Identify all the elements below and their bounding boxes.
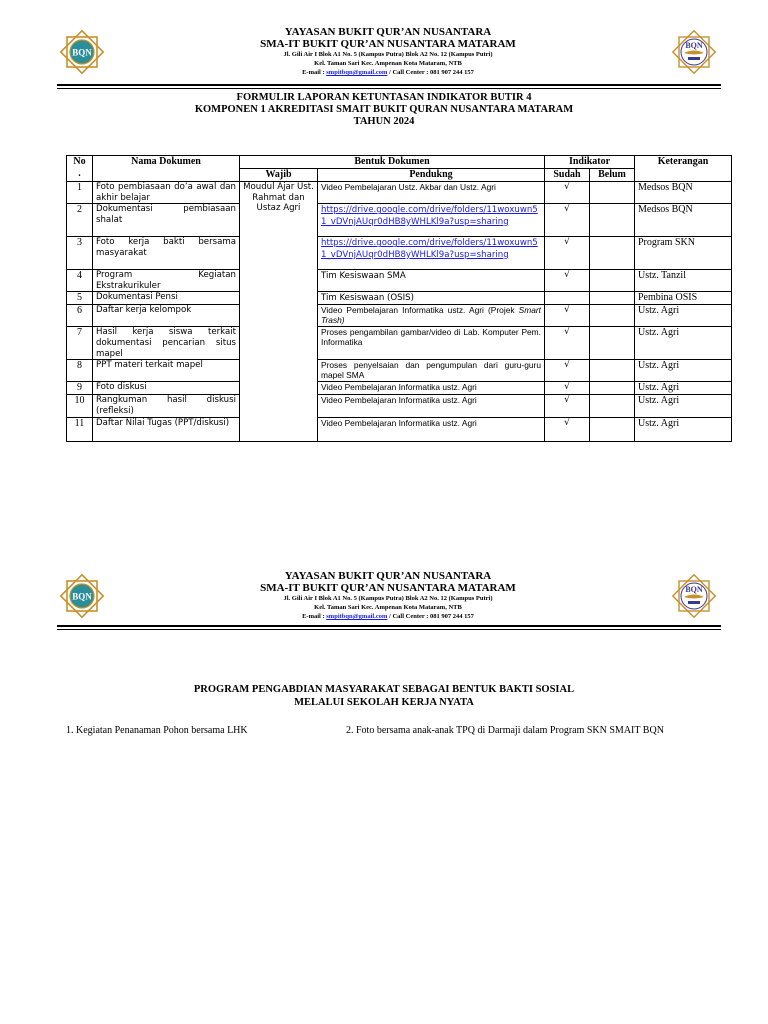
row-belum [590, 270, 635, 292]
row-pendukung: Video Pembelajaran Informatika ustz. Agri (Projek Smart Trash) [318, 305, 545, 327]
row-sudah: √ [545, 204, 590, 237]
header-sudah: Sudah [545, 169, 590, 182]
row-belum [590, 182, 635, 204]
row-nama: Program Kegiatan Ekstrakurikuler [93, 270, 240, 292]
row-pendukung: Video Pembelajaran Informatika ustz. Agri [318, 417, 545, 441]
letterhead-text [56, 570, 720, 621]
photo-caption-1: 1. Kegiatan Penanaman Pohon bersama LHK [66, 725, 248, 736]
letterhead-top [56, 26, 720, 86]
row-pendukung: Tim Kesiswaan SMA [318, 270, 545, 292]
drive-link[interactable]: https://drive.google.com/drive/folders/11woxuwn51_vDVnjAUqr0dHB8yWHLKl9a?usp=sharing [321, 238, 538, 260]
form-title-line-1: FORMULIR LAPORAN KETUNTASAN INDIKATOR BUTIR 4 [236, 92, 532, 103]
header-indikator: Indikator [545, 156, 635, 169]
row-sudah: √ [545, 360, 590, 382]
header-nama-dokumen: Nama Dokumen [93, 156, 240, 182]
row-keterangan: Program SKN [635, 237, 732, 270]
row-nama: Foto kerja bakti bersama masyarakat [93, 237, 240, 270]
row-belum [590, 417, 635, 441]
row-nama: Rangkuman hasil diskusi (refleksi) [93, 395, 240, 417]
row-no: 4 [67, 270, 93, 292]
row-keterangan: Ustz. Agri [635, 395, 732, 417]
address-line-1: Jl. Gili Air I Blok A1 No. 5 (Kampus Putra) Blok A2 No. 12 (Kampus Putri) [283, 595, 493, 602]
bqn-logo-right [668, 26, 720, 78]
program-title-line-2: MELALUI SEKOLAH KERJA NYATA [294, 697, 474, 708]
header-belum: Belum [590, 169, 635, 182]
row-belum [590, 382, 635, 395]
form-title-line-2: KOMPONEN 1 AKREDITASI SMAIT BUKIT QURAN NUSANTARA MATARAM [194, 104, 574, 115]
row-sudah: √ [545, 382, 590, 395]
table-row [67, 305, 732, 327]
wajib-cell: Moudul Ajar Ust. Rahmat dan Ustaz Agri [240, 182, 318, 442]
header-wajib: Wajib [240, 169, 318, 182]
row-pendukung: Proses pengambilan gambar/video di Lab. Komputer Pem. Informatika [318, 327, 545, 360]
row-keterangan: Pembina OSIS [635, 292, 732, 305]
bqn-logo-right [668, 570, 720, 622]
row-belum [590, 292, 635, 305]
row-pendukung: Video Pembelajaran Informatika ustz. Agri [318, 382, 545, 395]
row-keterangan: Ustz. Agri [635, 327, 732, 360]
row-keterangan: Ustz. Agri [635, 360, 732, 382]
school-name: SMA-IT BUKIT QUR’AN NUSANTARA MATARAM [260, 38, 516, 50]
table-row [67, 382, 732, 395]
row-no: 5 [67, 292, 93, 305]
row-nama: Daftar kerja kelompok [93, 305, 240, 327]
row-sudah: √ [545, 182, 590, 204]
program-title-line-1: PROGRAM PENGABDIAN MASYARAKAT SEBAGAI BENTUK BAKTI SOSIAL [193, 684, 575, 695]
letterhead-second [56, 570, 720, 630]
row-no: 3 [67, 237, 93, 270]
svg-text:BQN: BQN [685, 41, 703, 50]
document-table [66, 155, 732, 442]
row-no: 11 [67, 417, 93, 441]
org-name: YAYASAN BUKIT QUR’AN NUSANTARA [284, 570, 492, 582]
row-sudah: √ [545, 305, 590, 327]
email-label: E-mail : [302, 69, 327, 76]
email-link[interactable]: smpitbqn@gmail.com [326, 69, 388, 76]
row-no: 8 [67, 360, 93, 382]
program-title [0, 683, 768, 709]
row-belum [590, 327, 635, 360]
letterhead-text [56, 26, 720, 77]
call-center: / Call Center : 081 907 244 157 [387, 69, 474, 76]
svg-text:BQN: BQN [72, 591, 92, 602]
row-nama: Dokumentasi Pensi [93, 292, 240, 305]
row-nama: Foto pembiasaan do’a awal dan akhir belajar [93, 182, 240, 204]
table-row [67, 360, 732, 382]
row-keterangan: Ustz. Tanzil [635, 270, 732, 292]
drive-link[interactable]: https://drive.google.com/drive/folders/11woxuwn51_vDVnjAUqr0dHB8yWHLKl9a?usp=sharing [321, 205, 538, 227]
row-nama: Hasil kerja siswa terkait dokumentasi pencarian situs mapel [93, 327, 240, 360]
letterhead-rule-second [57, 625, 721, 630]
row-keterangan: Medsos BQN [635, 182, 732, 204]
form-title [0, 92, 768, 128]
email-link[interactable]: smpitbqn@gmail.com [326, 613, 388, 620]
address-line-2: Kel. Taman Sari Kec. Ampenan Kota Mataram, NTB [314, 60, 462, 67]
call-center: / Call Center : 081 907 244 157 [387, 613, 474, 620]
row-sudah [545, 292, 590, 305]
row-no: 10 [67, 395, 93, 417]
row-belum [590, 204, 635, 237]
row-no: 2 [67, 204, 93, 237]
table-row [67, 327, 732, 360]
row-keterangan: Medsos BQN [635, 204, 732, 237]
row-sudah: √ [545, 237, 590, 270]
row-keterangan: Ustz. Agri [635, 417, 732, 441]
address-line-2: Kel. Taman Sari Kec. Ampenan Kota Mataram, NTB [314, 604, 462, 611]
table-row [67, 270, 732, 292]
row-sudah: √ [545, 417, 590, 441]
table-row [67, 417, 732, 441]
row-nama: Foto diskusi [93, 382, 240, 395]
row-nama: Dokumentasi pembiasaan shalat [93, 204, 240, 237]
header-no: No . [67, 156, 93, 182]
header-bentuk-dokumen: Bentuk Dokumen [240, 156, 545, 169]
contact-line [56, 612, 720, 621]
row-pendukung: Video Pembelajaran Ustz. Akbar dan Ustz. Agri [318, 182, 545, 204]
svg-text:BQN: BQN [72, 47, 92, 58]
header-keterangan: Keterangan [635, 156, 732, 182]
photo-caption-2: 2. Foto bersama anak-anak TPQ di Darmaji dalam Program SKN SMAIT BQN [346, 725, 664, 736]
table-row [67, 182, 732, 204]
row-keterangan: Ustz. Agri [635, 382, 732, 395]
table-row [67, 292, 732, 305]
row-no: 6 [67, 305, 93, 327]
table-row [67, 395, 732, 417]
row-no: 1 [67, 182, 93, 204]
row-sudah: √ [545, 327, 590, 360]
row-belum [590, 395, 635, 417]
table-row [67, 204, 732, 237]
row-pendukung: Video Pembelajaran Informatika ustz. Agri [318, 395, 545, 417]
row-pendukung: Tim Kesiswaan (OSIS) [318, 292, 545, 305]
svg-text:BQN: BQN [685, 585, 703, 594]
table-row [67, 237, 732, 270]
contact-line [56, 68, 720, 77]
form-title-line-3: TAHUN 2024 [353, 116, 415, 127]
row-pendukung [318, 237, 545, 270]
email-label: E-mail : [302, 613, 327, 620]
row-nama: Daftar Nilai Tugas (PPT/diskusi) [93, 417, 240, 441]
row-belum [590, 360, 635, 382]
school-name: SMA-IT BUKIT QUR’AN NUSANTARA MATARAM [260, 582, 516, 594]
row-no: 7 [67, 327, 93, 360]
row-belum [590, 237, 635, 270]
letterhead-rule-top [57, 84, 721, 89]
address-line-1: Jl. Gili Air I Blok A1 No. 5 (Kampus Putra) Blok A2 No. 12 (Kampus Putri) [283, 51, 493, 58]
row-pendukung [318, 204, 545, 237]
header-pendukung: Pendukng [318, 169, 545, 182]
org-name: YAYASAN BUKIT QUR’AN NUSANTARA [284, 26, 492, 38]
row-sudah: √ [545, 270, 590, 292]
row-keterangan: Ustz. Agri [635, 305, 732, 327]
row-pendukung: Proses penyelsaian dan pengumpulan dari guru-guru mapel SMA [318, 360, 545, 382]
row-sudah: √ [545, 395, 590, 417]
row-no: 9 [67, 382, 93, 395]
row-nama: PPT materi terkait mapel [93, 360, 240, 382]
row-belum [590, 305, 635, 327]
